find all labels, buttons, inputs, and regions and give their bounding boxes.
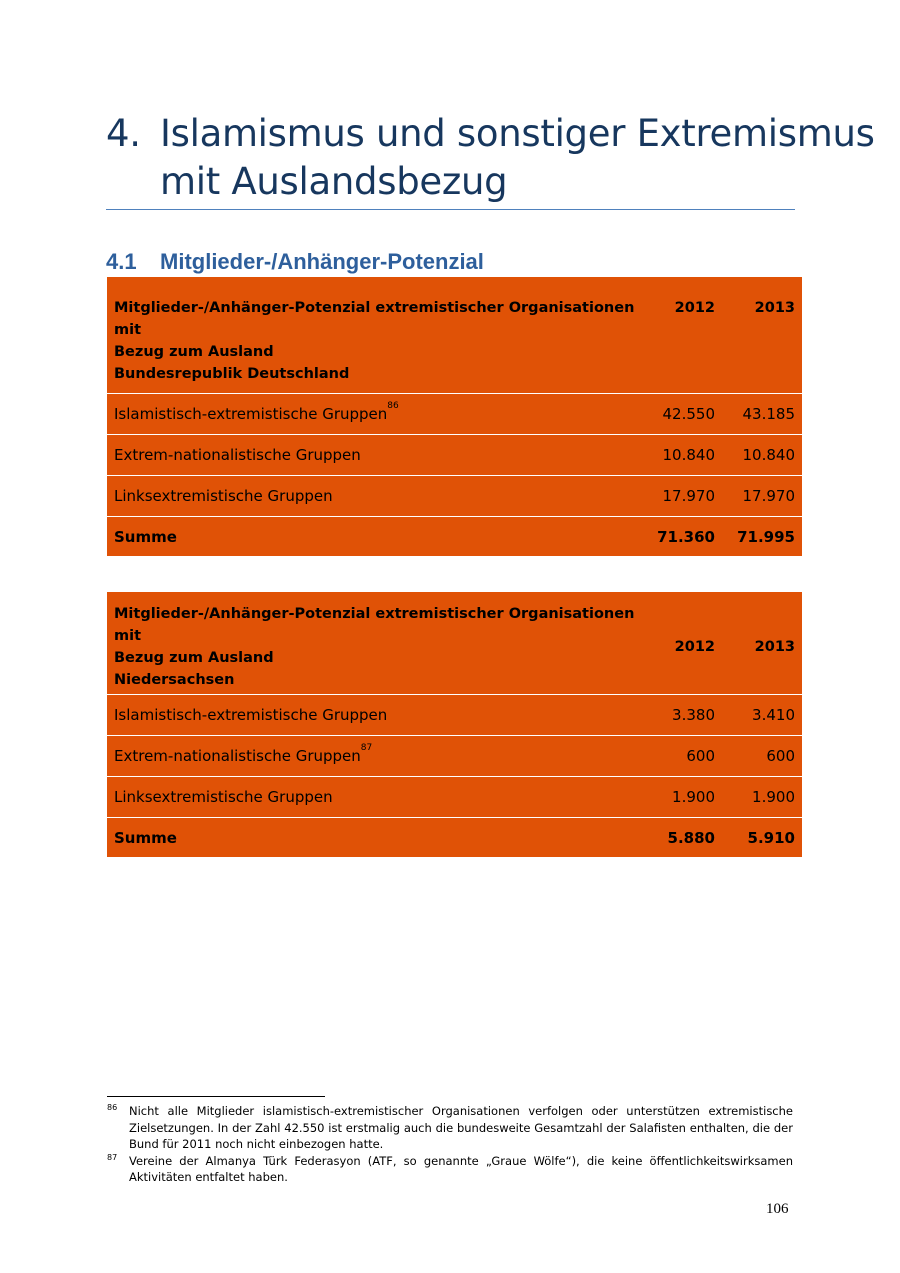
cell-2013: 3.410	[722, 695, 802, 736]
cell-2012: 600	[642, 736, 722, 777]
title-divider	[106, 209, 795, 210]
header-line-3: Niedersachsen	[114, 672, 235, 688]
sum-2012: 71.360	[642, 517, 722, 557]
table-header-label	[107, 592, 642, 695]
header-year-2013: 2013	[754, 639, 795, 655]
footnotes	[107, 1103, 793, 1186]
header-line-3: Bundesrepublik Deutschland	[114, 366, 350, 382]
section-title-text: Mitglieder-/Anhänger-Potenzial	[160, 249, 484, 274]
chapter-number: 4.	[106, 112, 141, 155]
table-row	[107, 394, 802, 435]
chapter-title-line-1: Islamismus und sonstiger Extremismus	[160, 112, 875, 155]
cell-2013: 600	[722, 736, 802, 777]
footnote-mark: 87	[107, 1152, 118, 1162]
cell-2013: 10.840	[722, 435, 802, 476]
header-line-1: Mitglieder-/Anhänger-Potenzial extremistischer Organisationen mit	[114, 300, 635, 338]
table-germany	[107, 277, 802, 556]
table-sum-row	[107, 818, 802, 858]
header-line-1: Mitglieder-/Anhänger-Potenzial extremistischer Organisationen mit	[114, 606, 635, 644]
page-number: 106	[766, 1201, 789, 1217]
chapter-title-line-2: mit Auslandsbezug	[160, 160, 508, 203]
table-row	[107, 435, 802, 476]
row-label	[107, 394, 642, 435]
cell-2012: 10.840	[642, 435, 722, 476]
footnote-86	[107, 1103, 793, 1153]
row-label-text: Extrem-nationalistische Gruppen	[114, 747, 361, 765]
footnote-mark: 86	[107, 1103, 118, 1112]
cell-2012: 1.900	[642, 777, 722, 818]
cell-2012: 3.380	[642, 695, 722, 736]
header-year-2012: 2012	[674, 300, 715, 316]
row-label	[107, 736, 642, 777]
cell-2012: 17.970	[642, 476, 722, 517]
cell-2013: 1.900	[722, 777, 802, 818]
cell-2013: 43.185	[722, 394, 802, 435]
header-year-2013: 2013	[754, 300, 795, 316]
sum-label: Summe	[107, 818, 642, 858]
header-line-2: Bezug zum Ausland	[114, 650, 274, 666]
sum-2013: 5.910	[722, 818, 802, 858]
header-year-2012: 2012	[674, 639, 715, 655]
row-label: Extrem-nationalistische Gruppen	[107, 435, 642, 476]
table-header-row	[107, 277, 802, 394]
table-row	[107, 736, 802, 777]
row-label: Linksextremistische Gruppen	[107, 476, 642, 517]
row-label: Islamistisch-extremistische Gruppen	[107, 695, 642, 736]
cell-2012: 42.550	[642, 394, 722, 435]
table-row	[107, 476, 802, 517]
cell-2013: 17.970	[722, 476, 802, 517]
table-sum-row	[107, 517, 802, 557]
table-row	[107, 777, 802, 818]
table-row	[107, 695, 802, 736]
footnote-ref[interactable]: 87	[360, 743, 373, 753]
footnote-text: Nicht alle Mitglieder islamistisch-extremistischer Organisationen verfolgen oder unterstützen extremistische Zielsetzungen. In der Zahl 42.550 ist erstmalig auch die bundesweite Gesamtzahl der Salafisten enthalten, die der Bund für 2011 noch nicht einbezogen hatte.	[129, 1104, 793, 1151]
footnote-text: Vereine der Almanya Türk Federasyon (ATF, so genannte „Graue Wölfe“), die keine öffentlichkeitswirksamen Aktivitäten entfaltet haben.	[129, 1153, 793, 1184]
footnote-87	[107, 1153, 793, 1186]
row-label-text: Islamistisch-extremistische Gruppen	[114, 405, 388, 423]
footnote-divider	[107, 1096, 325, 1097]
table-niedersachsen	[107, 592, 802, 857]
footnote-ref[interactable]: 86	[387, 401, 399, 411]
table-header-label	[107, 277, 642, 394]
sum-2013: 71.995	[722, 517, 802, 557]
row-label: Linksextremistische Gruppen	[107, 777, 642, 818]
section-number: 4.1	[106, 249, 137, 274]
table-header-row	[107, 592, 802, 695]
header-line-2: Bezug zum Ausland	[114, 344, 274, 360]
sum-label: Summe	[107, 517, 642, 557]
sum-2012: 5.880	[642, 818, 722, 858]
